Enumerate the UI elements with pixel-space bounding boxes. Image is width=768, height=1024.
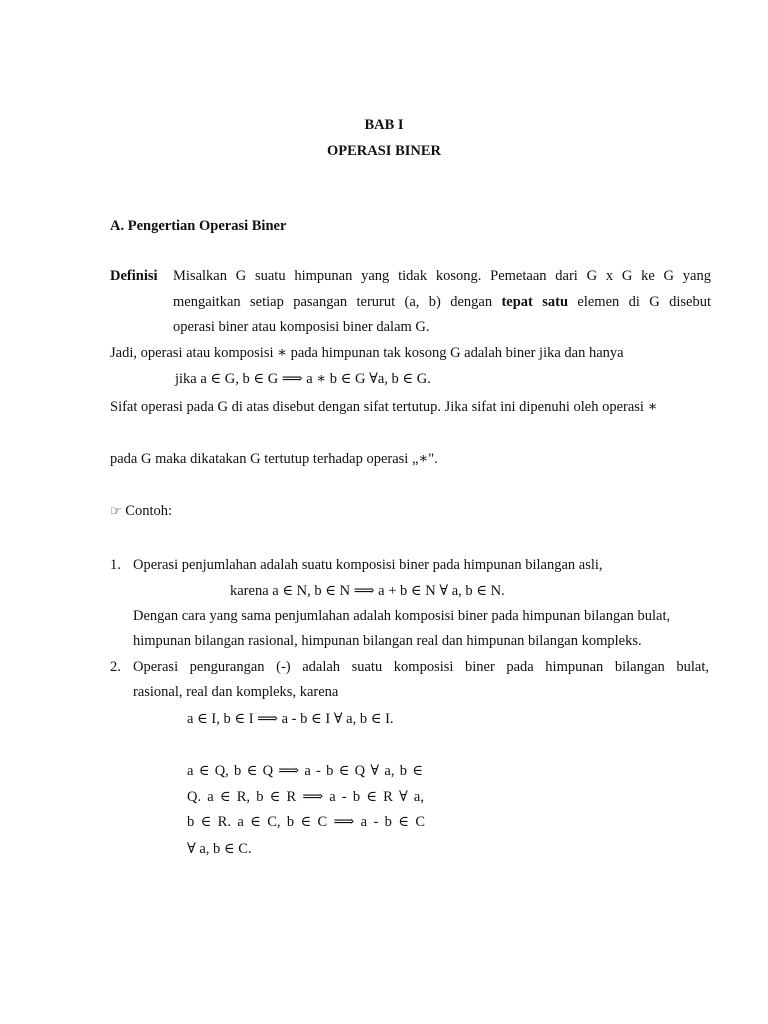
item-2-line-7: ∀ a, b ∈ C. <box>187 841 252 857</box>
definition-line-2 <box>173 293 711 311</box>
chapter-label: BAB I <box>364 117 404 133</box>
item-2-line-4: a ∈ Q, b ∈ Q ⟹ a - b ∈ Q ∀ a, b ∈ <box>187 763 423 779</box>
definition-label: Definisi <box>110 268 158 284</box>
paragraph-line-1: Jadi, operasi atau komposisi ∗ pada himpunan tak kosong G adalah biner jika dan hanya <box>110 345 624 361</box>
item-1-line-3: Dengan cara yang sama penjumlahan adalah komposisi biner pada himpunan bilangan bulat, <box>133 608 671 624</box>
item-1-line-1: Operasi penjumlahan adalah suatu komposisi biner pada himpunan bilangan asli, <box>133 557 603 573</box>
paragraph-line-4: pada G maka dikatakan G tertutup terhadap operasi „∗". <box>110 451 438 467</box>
item-1-number: 1. <box>110 557 121 573</box>
pointing-hand-icon: ☞ <box>110 504 122 519</box>
item-2-line-3: a ∈ I, b ∈ I ⟹ a - b ∈ I ∀ a, b ∈ I. <box>187 711 394 727</box>
definition-line-2-post: elemen di G disebut <box>577 294 712 310</box>
paragraph-line-2: jika a ∈ G, b ∈ G ⟹ a ∗ b ∈ G ∀a, b ∈ G. <box>175 371 431 387</box>
item-2-line-2: rasional, real dan kompleks, karena <box>133 684 339 700</box>
definition-line-2-pre: mengaitkan setiap pasangan terurut (a, b) dengan <box>173 294 493 310</box>
item-2-line-5: Q. a ∈ R, b ∈ R ⟹ a - b ∈ R ∀ a, <box>187 789 424 805</box>
example-row <box>110 502 172 521</box>
example-label: Contoh: <box>125 503 173 519</box>
paragraph-line-3: Sifat operasi pada G di atas disebut dengan sifat tertutup. Jika sifat ini dipenuhi oleh operasi ∗ <box>110 399 658 415</box>
page-title: OPERASI BINER <box>326 143 441 159</box>
section-heading: A. Pengertian Operasi Biner <box>110 218 287 234</box>
item-2-line-1: Operasi pengurangan (-) adalah suatu komposisi biner pada himpunan bilangan bulat, <box>133 659 709 675</box>
definition-emphasis: tepat satu <box>501 294 569 310</box>
item-1-line-4: himpunan bilangan rasional, himpunan bilangan real dan himpunan bilangan kompleks. <box>133 633 642 649</box>
item-1-line-2: karena a ∈ N, b ∈ N ⟹ a + b ∈ N ∀ a, b ∈ N. <box>230 583 505 599</box>
definition-line-3: operasi biner atau komposisi biner dalam G. <box>173 319 430 335</box>
definition-line-1: Misalkan G suatu himpunan yang tidak kosong. Pemetaan dari G x G ke G yang <box>173 268 711 284</box>
item-2-line-6: b ∈ R. a ∈ C, b ∈ C ⟹ a - b ∈ C <box>187 814 425 830</box>
item-2-number: 2. <box>110 659 121 675</box>
